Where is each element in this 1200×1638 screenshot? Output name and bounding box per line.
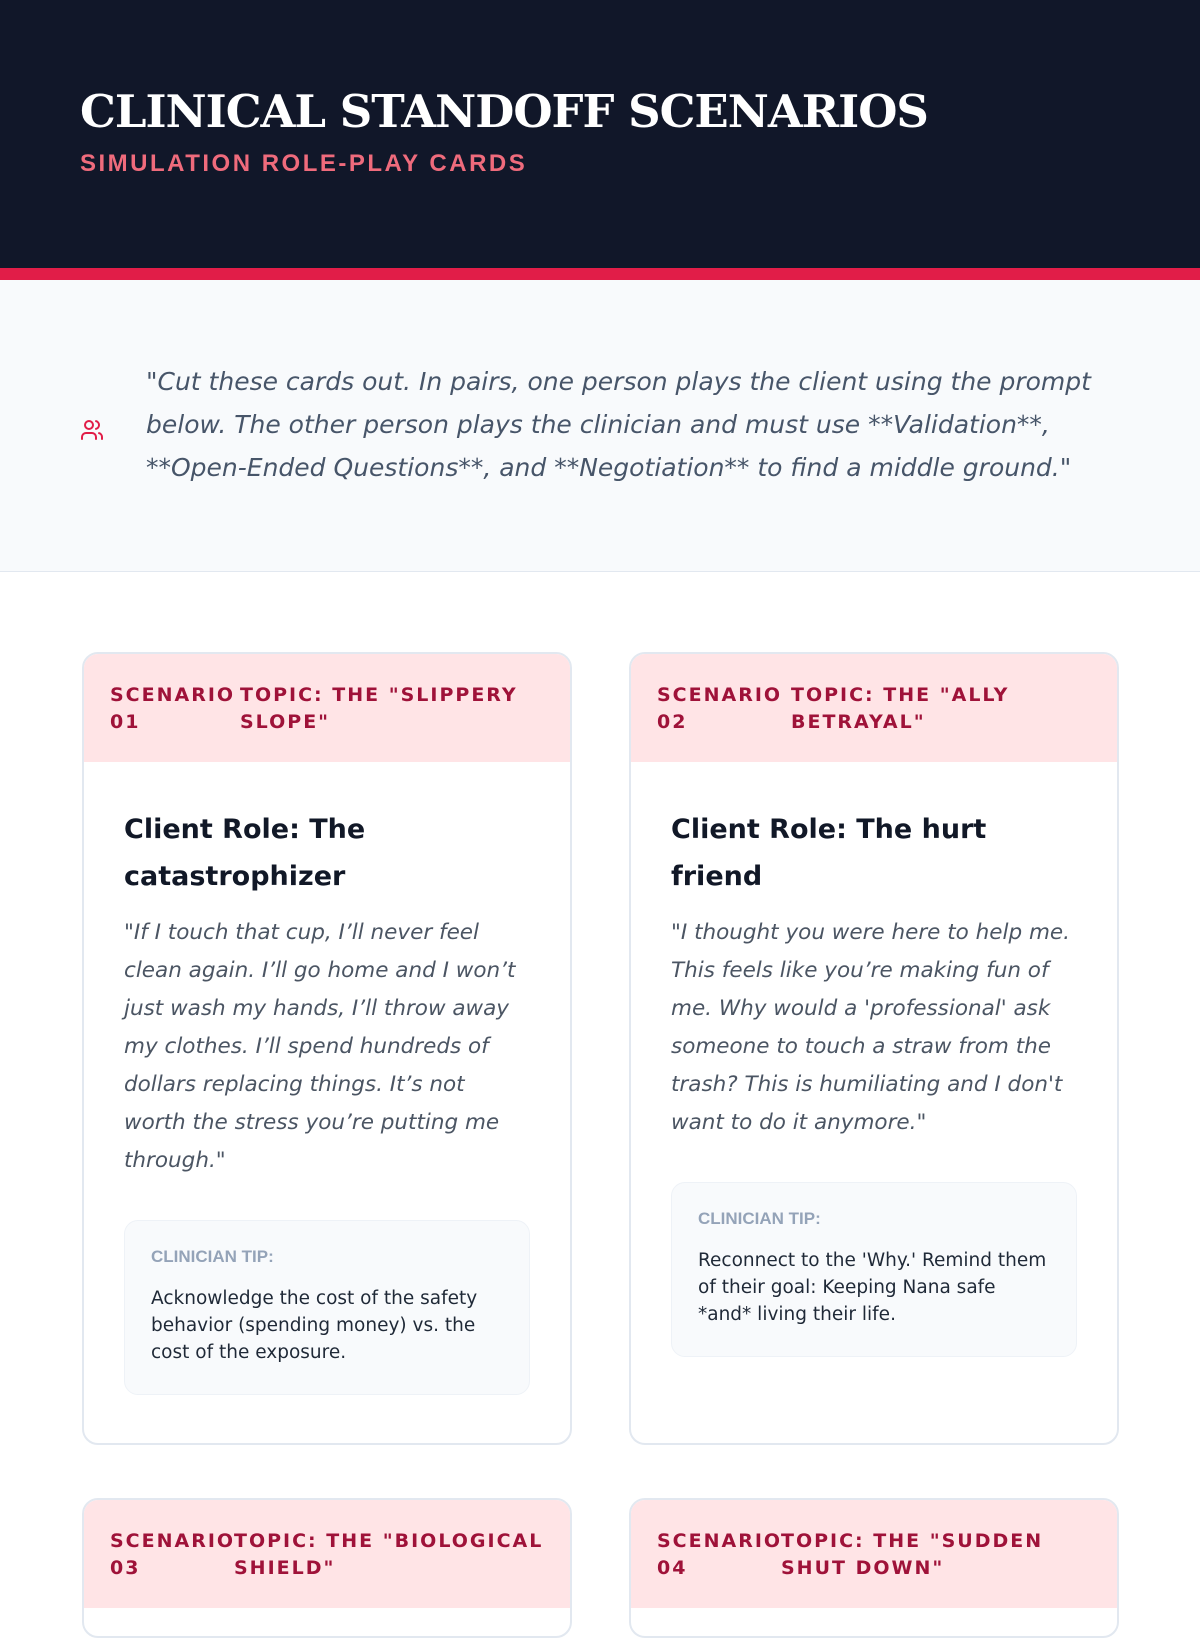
- scenario-number: SCENARIO 01: [110, 684, 236, 733]
- client-role: Client Role: The hurt friend: [671, 814, 987, 892]
- scenario-card: [629, 652, 1119, 1445]
- page-title: CLINICAL STANDOFF SCENARIOS: [80, 85, 928, 138]
- scenario-number: SCENARIO 03: [110, 1530, 236, 1579]
- card-body: [84, 762, 570, 1395]
- scenario-topic: TOPIC: THE "BIOLOGICAL SHIELD": [234, 1530, 544, 1579]
- clinician-tip-box: [671, 1182, 1077, 1357]
- scenario-card: [82, 652, 572, 1445]
- scenario-topic: TOPIC: THE "ALLY BETRAYAL": [791, 684, 1010, 733]
- scenario-number: SCENARIO 04: [657, 1530, 783, 1579]
- clinician-tip-label: CLINICIAN TIP:: [698, 1209, 821, 1228]
- client-prompt: "I thought you were here to help me. This feels like you’re making fun of me. Why would a 'professional' ask someone to touch a straw from the trash? This is humiliating and I don't want to do it anymore.": [671, 920, 1070, 1135]
- scenario-topic: TOPIC: THE "SLIPPERY SLOPE": [240, 684, 518, 733]
- clinician-tip-label: CLINICIAN TIP:: [151, 1247, 274, 1266]
- clinician-tip-text: Acknowledge the cost of the safety behavior (spending money) vs. the cost of the exposure.: [151, 1288, 478, 1363]
- card-header: [631, 1500, 1117, 1608]
- client-prompt: "If I touch that cup, I’ll never feel clean again. I’ll go home and I won’t just wash my hands, I’ll throw away my clothes. I’ll spend hundreds of dollars replacing things. It’s not worth the stress you’re putting me through.": [124, 920, 516, 1173]
- clinician-tip-text: Reconnect to the 'Why.' Remind them of their goal: Keeping Nana safe *and* living their life.: [698, 1250, 1047, 1325]
- card-header: [631, 654, 1117, 762]
- page-subtitle: SIMULATION ROLE-PLAY CARDS: [80, 150, 528, 177]
- instructions-panel: [0, 280, 1200, 572]
- card-body: [631, 762, 1117, 1357]
- client-role: Client Role: The catastrophizer: [124, 814, 366, 892]
- scenario-card: [629, 1498, 1119, 1638]
- clinician-tip-box: [124, 1220, 530, 1395]
- card-header: [84, 654, 570, 762]
- scenario-topic: TOPIC: THE "SUDDEN SHUT DOWN": [781, 1530, 1044, 1579]
- card-header: [84, 1500, 570, 1608]
- page-header: [0, 0, 1200, 268]
- scenario-number: SCENARIO 02: [657, 684, 783, 733]
- scenario-card: [82, 1498, 572, 1638]
- users-icon: [80, 418, 104, 442]
- accent-divider: [0, 268, 1200, 280]
- instructions-text: "Cut these cards out. In pairs, one person plays the client using the prompt below. The other person plays the clinician and must use **Validation**, **Open-Ended Questions**, and **Negotiation** to find a middle ground.": [146, 367, 1091, 482]
